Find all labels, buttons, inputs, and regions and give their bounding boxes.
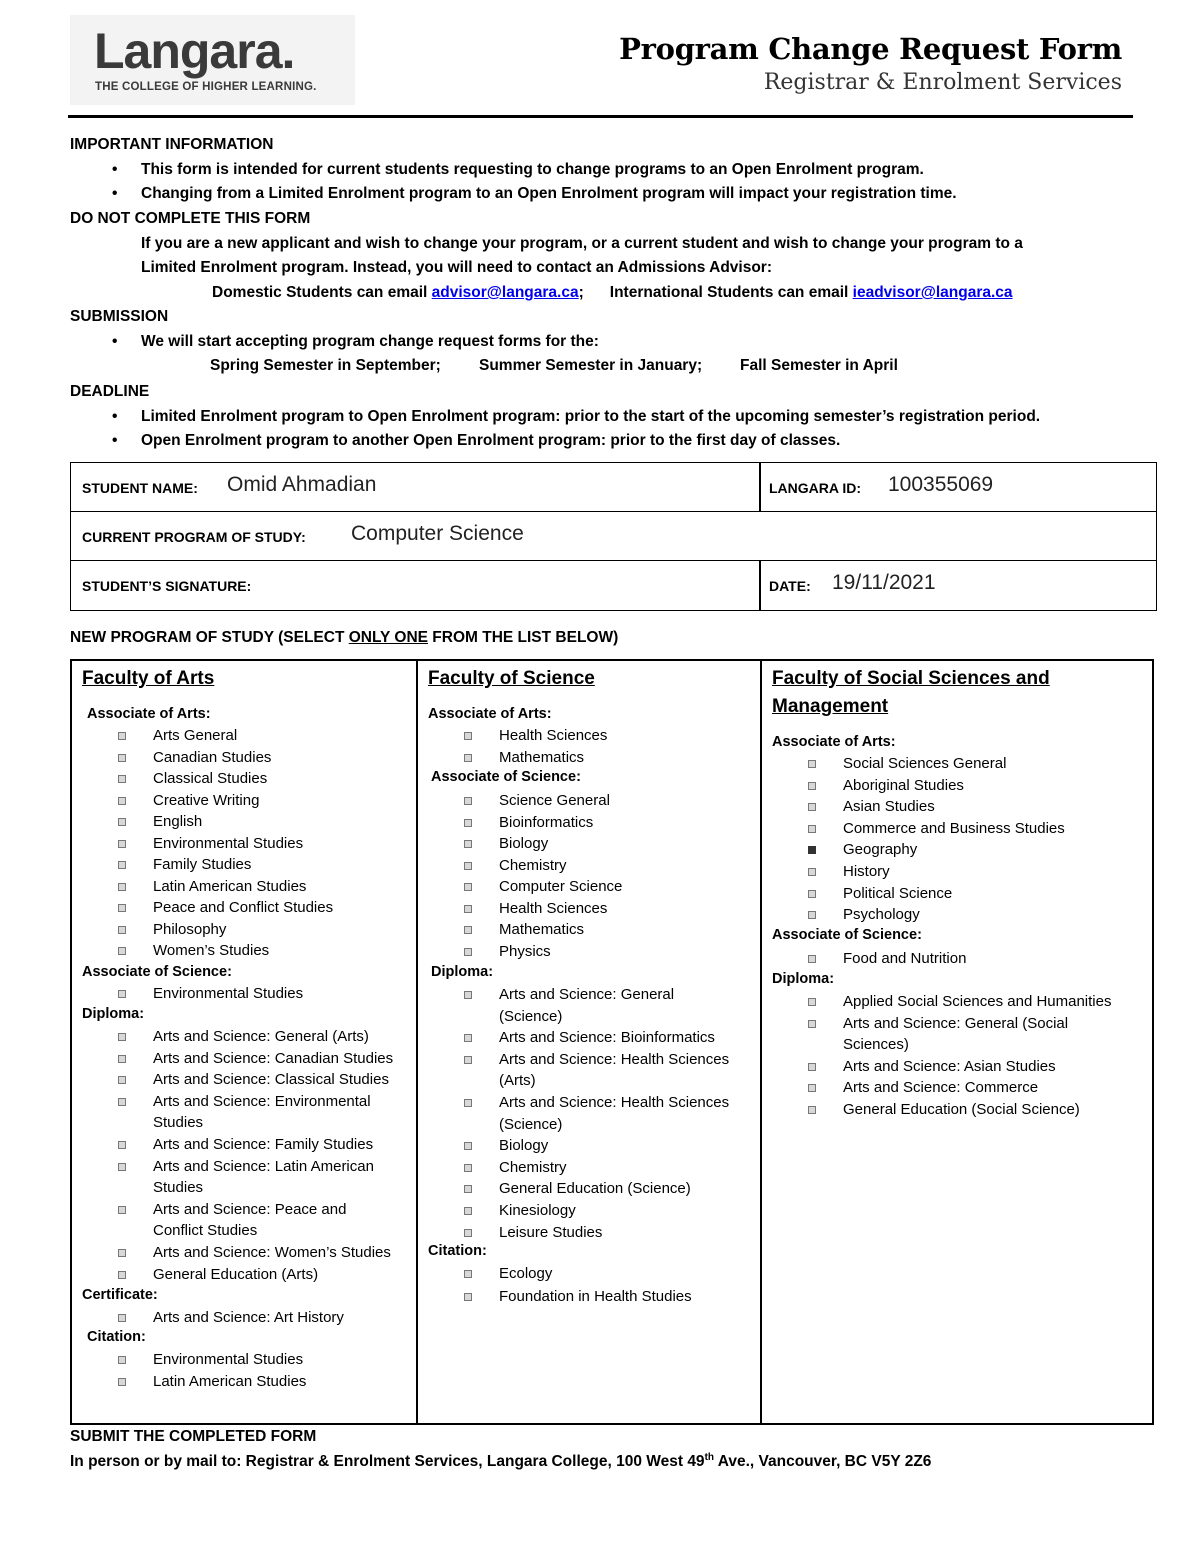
logo-wordmark: Langara. — [94, 23, 295, 79]
program-option[interactable]: Women’s Studies — [153, 942, 270, 959]
program-option[interactable]: Arts and Science: Peace and — [153, 1200, 347, 1218]
program-checkbox[interactable] — [118, 754, 126, 762]
section-heading: Citation: — [428, 1243, 487, 1259]
semester-spring: Spring Semester in September; — [210, 357, 441, 374]
new-program-title-emph: ONLY ONE — [348, 629, 428, 646]
program-checkbox[interactable] — [464, 754, 472, 762]
program-checkbox[interactable] — [118, 797, 126, 805]
program-checkbox[interactable] — [118, 1163, 126, 1171]
program-option[interactable]: Arts and Science: Asian Studies — [843, 1057, 1056, 1075]
faculty-science-title: Faculty of Science — [428, 668, 595, 689]
donot-text: If you are a new applicant and wish to change your program, or a current student and wish to change your program to a — [141, 235, 1023, 252]
program-option[interactable]: Arts and Science: General (Arts) — [153, 1028, 369, 1045]
program-checkbox[interactable] — [464, 1056, 472, 1064]
new-program-title-pre: NEW PROGRAM OF STUDY (SELECT — [70, 629, 349, 646]
semester-fall: Fall Semester in April — [740, 357, 898, 374]
program-option-continued: (Science) — [499, 1115, 563, 1133]
section-heading: Diploma: — [772, 971, 835, 987]
langara-id-label: LANGARA ID: — [769, 480, 862, 496]
logo-tagline: THE COLLEGE OF HIGHER LEARNING. — [95, 81, 317, 93]
bullet-dot: • — [112, 408, 118, 425]
program-option-continued: (Science) — [499, 1007, 563, 1025]
program-option[interactable]: Canadian Studies — [153, 748, 272, 766]
program-checkbox[interactable] — [808, 911, 816, 919]
section-heading: Associate of Science: — [431, 769, 581, 785]
bullet-dot: • — [112, 161, 118, 178]
program-option[interactable]: Environmental Studies — [153, 1351, 304, 1368]
program-checkbox[interactable] — [464, 1270, 472, 1278]
program-option-continued: (Arts) — [499, 1072, 536, 1090]
program-checkbox[interactable] — [118, 1314, 126, 1322]
program-option[interactable]: Peace and Conflict Studies — [153, 899, 334, 916]
program-checkbox[interactable] — [464, 948, 472, 956]
program-option[interactable]: Latin American Studies — [153, 877, 307, 895]
program-checkbox[interactable] — [464, 1034, 472, 1042]
program-option[interactable]: History — [843, 863, 890, 880]
program-checkbox[interactable] — [118, 1141, 126, 1149]
program-option[interactable]: Political Science — [843, 884, 953, 902]
submission-heading: SUBMISSION — [70, 308, 169, 325]
program-option[interactable]: Arts and Science: Latin American — [153, 1157, 374, 1175]
program-option[interactable]: Arts and Science: Women’s Studies — [153, 1244, 391, 1261]
program-checkbox[interactable] — [464, 1207, 472, 1215]
program-option[interactable]: Classical Studies — [153, 770, 268, 787]
student-name-field[interactable]: Omid Ahmadian — [227, 473, 377, 496]
program-checkbox[interactable] — [464, 797, 472, 805]
program-option[interactable]: Environmental Studies — [153, 985, 304, 1002]
program-checkbox[interactable] — [808, 868, 816, 876]
program-checkbox[interactable] — [118, 1076, 126, 1084]
program-option-continued: Conflict Studies — [153, 1222, 258, 1240]
program-option[interactable]: Mathematics — [499, 748, 585, 766]
form-title: Program Change Request Form — [619, 32, 1122, 66]
program-option[interactable]: Health Sciences — [499, 727, 608, 744]
program-option[interactable]: Philosophy — [153, 920, 227, 938]
signature-label: STUDENT’S SIGNATURE: — [82, 578, 252, 594]
program-option[interactable]: Arts and Science: Classical Studies — [153, 1071, 389, 1089]
program-checkbox[interactable] — [464, 1229, 472, 1237]
program-option[interactable]: Psychology — [843, 906, 920, 924]
program-option[interactable]: Science General — [499, 792, 610, 809]
program-checkbox[interactable] — [808, 803, 816, 811]
submit-address-sup: th — [704, 1452, 715, 1463]
deadline-bullet: Open Enrolment program to another Open Enrolment program: prior to the first day of classes. — [141, 432, 841, 449]
program-option[interactable]: Computer Science — [499, 878, 623, 895]
program-option[interactable]: Social Sciences General — [843, 755, 1007, 772]
program-option[interactable]: Leisure Studies — [499, 1223, 603, 1241]
program-checkbox[interactable] — [464, 819, 472, 827]
faculty-science-column — [416, 661, 760, 1423]
student-info-table — [70, 462, 1157, 611]
program-checkbox[interactable] — [808, 890, 816, 898]
important-bullet: This form is intended for current students requesting to change programs to an Open Enrolment program. — [141, 161, 924, 178]
program-checkbox[interactable] — [808, 1063, 816, 1071]
domestic-sep: ; — [578, 284, 584, 301]
program-option[interactable]: Arts and Science: Canadian Studies — [153, 1049, 394, 1067]
new-program-title-post: FROM THE LIST BELOW) — [427, 629, 619, 646]
section-heading: Associate of Science: — [772, 927, 922, 943]
program-checkbox[interactable] — [464, 1099, 472, 1107]
program-checkbox[interactable] — [464, 1164, 472, 1172]
program-checkbox[interactable] — [118, 990, 126, 998]
section-heading: Associate of Science: — [82, 964, 232, 980]
program-checkbox[interactable] — [118, 1249, 126, 1257]
faculty-arts-column — [72, 661, 416, 1423]
header-rule — [68, 115, 1133, 118]
section-heading: Citation: — [87, 1329, 146, 1345]
program-checkbox[interactable] — [464, 926, 472, 934]
faculty-social-column — [760, 661, 1154, 1423]
program-option[interactable]: Arts General — [153, 727, 238, 744]
important-bullet: Changing from a Limited Enrolment program to an Open Enrolment program will impact your registration time. — [141, 185, 957, 202]
program-checkbox[interactable] — [118, 926, 126, 934]
section-heading: Diploma: — [82, 1006, 145, 1022]
program-option[interactable]: Aboriginal Studies — [843, 776, 964, 794]
program-checkbox[interactable] — [118, 1055, 126, 1063]
program-checkbox[interactable] — [464, 905, 472, 913]
program-option[interactable]: Arts and Science: Health Sciences — [499, 1094, 730, 1111]
program-checkbox[interactable] — [464, 840, 472, 848]
program-checkbox[interactable] — [118, 840, 126, 848]
form-title-block — [619, 30, 1122, 98]
program-option[interactable]: Arts and Science: General — [499, 986, 675, 1003]
submit-heading: SUBMIT THE COMPLETED FORM — [70, 1428, 317, 1445]
section-heading: Associate of Arts: — [428, 706, 552, 722]
donot-text: Limited Enrolment program. Instead, you will need to contact an Admissions Advisor: — [141, 259, 772, 276]
program-checkbox[interactable] — [808, 825, 816, 833]
program-option[interactable]: General Education (Arts) — [153, 1265, 319, 1283]
donot-heading: DO NOT COMPLETE THIS FORM — [70, 210, 311, 227]
program-checkbox[interactable] — [808, 1084, 816, 1092]
program-option[interactable]: Geography — [843, 841, 918, 859]
program-checkbox[interactable] — [808, 760, 816, 768]
program-option[interactable]: Kinesiology — [499, 1202, 576, 1219]
program-option[interactable]: Arts and Science: General (Social — [843, 1014, 1069, 1032]
student-row-program — [71, 512, 1156, 561]
bullet-dot: • — [112, 333, 118, 350]
student-name-label: STUDENT NAME: — [82, 480, 198, 496]
program-option[interactable]: Asian Studies — [843, 798, 935, 816]
program-checkbox[interactable] — [808, 1020, 816, 1028]
program-option[interactable]: Mathematics — [499, 921, 585, 938]
program-option[interactable]: Chemistry — [499, 856, 567, 874]
program-checkbox[interactable] — [118, 1378, 126, 1386]
program-option[interactable]: Family Studies — [153, 856, 252, 873]
form-subtitle: Registrar & Enrolment Services — [763, 70, 1122, 95]
program-option[interactable]: Physics — [499, 942, 551, 960]
program-checkbox[interactable] — [118, 1206, 126, 1214]
advisor-contacts — [212, 284, 1013, 302]
program-option[interactable]: Biology — [499, 835, 549, 852]
semester-summer: Summer Semester in January; — [479, 357, 703, 374]
program-option[interactable]: Environmental Studies — [153, 834, 304, 852]
date-field[interactable]: 19/11/2021 — [832, 571, 936, 594]
program-table — [70, 659, 1154, 1425]
program-checkbox[interactable] — [808, 782, 816, 790]
program-checkbox[interactable] — [118, 1098, 126, 1106]
program-checkbox[interactable] — [464, 1142, 472, 1150]
intl-label: International Students can email — [609, 284, 853, 301]
program-checkbox[interactable] — [118, 818, 126, 826]
faculty-social-title-line2: Management — [772, 696, 889, 717]
program-checkbox[interactable] — [118, 1033, 126, 1041]
submit-address-post: Ave., Vancouver, BC V5Y 2Z6 — [714, 1453, 932, 1471]
new-program-title — [70, 629, 618, 647]
program-option[interactable]: Applied Social Sciences and Humanities — [843, 993, 1112, 1010]
program-checkbox[interactable] — [464, 732, 472, 740]
section-heading: Certificate: — [82, 1287, 158, 1303]
student-row-name — [71, 463, 1156, 512]
program-option[interactable]: Arts and Science: Commerce — [843, 1079, 1039, 1096]
program-option[interactable]: Ecology — [499, 1265, 553, 1282]
submit-address-pre: In person or by mail to: Registrar & Enrolment Services, Langara College, 100 West 49 — [70, 1453, 705, 1471]
important-heading: IMPORTANT INFORMATION — [70, 136, 274, 153]
program-checkbox[interactable] — [464, 862, 472, 870]
program-option[interactable]: Biology — [499, 1137, 549, 1155]
program-checkbox[interactable] — [118, 775, 126, 783]
faculty-arts-title: Faculty of Arts — [82, 668, 215, 689]
domestic-email-link[interactable]: advisor@langara.ca — [431, 284, 579, 301]
langara-id-field[interactable]: 100355069 — [888, 473, 994, 496]
program-option[interactable]: Commerce and Business Studies — [843, 819, 1065, 837]
program-option[interactable]: Foundation in Health Studies — [499, 1287, 692, 1305]
program-checkbox[interactable] — [808, 998, 816, 1006]
program-option[interactable]: Arts and Science: Bioinformatics — [499, 1029, 715, 1047]
deadline-bullet: Limited Enrolment program to Open Enrolment program: prior to the start of the upcoming semester’s registration period. — [141, 408, 1041, 425]
program-option[interactable]: Arts and Science: Environmental — [153, 1092, 371, 1110]
program-option[interactable]: Arts and Science: Family Studies — [153, 1136, 374, 1153]
current-program-field[interactable]: Computer Science — [351, 522, 524, 545]
program-option[interactable]: General Education (Social Science) — [843, 1100, 1080, 1118]
program-checkbox[interactable] — [118, 1271, 126, 1279]
section-heading: Associate of Arts: — [772, 734, 896, 750]
current-program-label: CURRENT PROGRAM OF STUDY: — [82, 529, 306, 545]
program-checkbox[interactable] — [464, 1185, 472, 1193]
program-option[interactable]: Bioinformatics — [499, 813, 594, 831]
program-checkbox[interactable] — [118, 904, 126, 912]
program-checkbox[interactable] — [464, 1293, 472, 1301]
program-checkbox[interactable] — [808, 846, 816, 854]
intl-email-link[interactable]: ieadvisor@langara.ca — [852, 284, 1013, 301]
program-option[interactable]: General Education (Science) — [499, 1180, 691, 1198]
program-checkbox[interactable] — [808, 1106, 816, 1114]
program-checkbox[interactable] — [118, 947, 126, 955]
bullet-dot: • — [112, 185, 118, 202]
program-option-continued: Studies — [153, 1114, 204, 1132]
program-checkbox[interactable] — [118, 1356, 126, 1364]
deadline-heading: DEADLINE — [70, 383, 150, 400]
program-option[interactable]: Arts and Science: Art History — [153, 1309, 344, 1326]
submission-bullet: We will start accepting program change request forms for the: — [141, 333, 599, 350]
program-checkbox[interactable] — [118, 732, 126, 740]
domestic-label: Domestic Students can email — [212, 284, 432, 301]
bullet-dot: • — [112, 432, 118, 449]
section-heading: Diploma: — [431, 964, 494, 980]
program-option[interactable]: English — [153, 813, 203, 830]
section-heading: Associate of Arts: — [87, 706, 211, 722]
date-label: DATE: — [769, 578, 811, 594]
program-option[interactable]: Arts and Science: Health Sciences — [499, 1050, 730, 1068]
cell-divider — [759, 463, 761, 511]
program-option[interactable]: Latin American Studies — [153, 1373, 307, 1390]
langara-logo — [70, 15, 355, 105]
program-option[interactable]: Chemistry — [499, 1158, 567, 1176]
program-option-continued: Studies — [153, 1179, 204, 1197]
program-checkbox[interactable] — [808, 955, 816, 963]
program-option-continued: Sciences) — [843, 1036, 909, 1053]
student-row-signature — [71, 561, 1156, 610]
program-checkbox[interactable] — [464, 883, 472, 891]
program-option[interactable]: Food and Nutrition — [843, 950, 967, 967]
submit-address — [70, 1452, 931, 1471]
program-checkbox[interactable] — [118, 883, 126, 891]
cell-divider — [759, 561, 761, 610]
program-checkbox[interactable] — [464, 991, 472, 999]
program-option[interactable]: Health Sciences — [499, 899, 608, 917]
faculty-social-title: Faculty of Social Sciences and — [772, 668, 1050, 689]
program-checkbox[interactable] — [118, 861, 126, 869]
program-option[interactable]: Creative Writing — [153, 791, 260, 809]
